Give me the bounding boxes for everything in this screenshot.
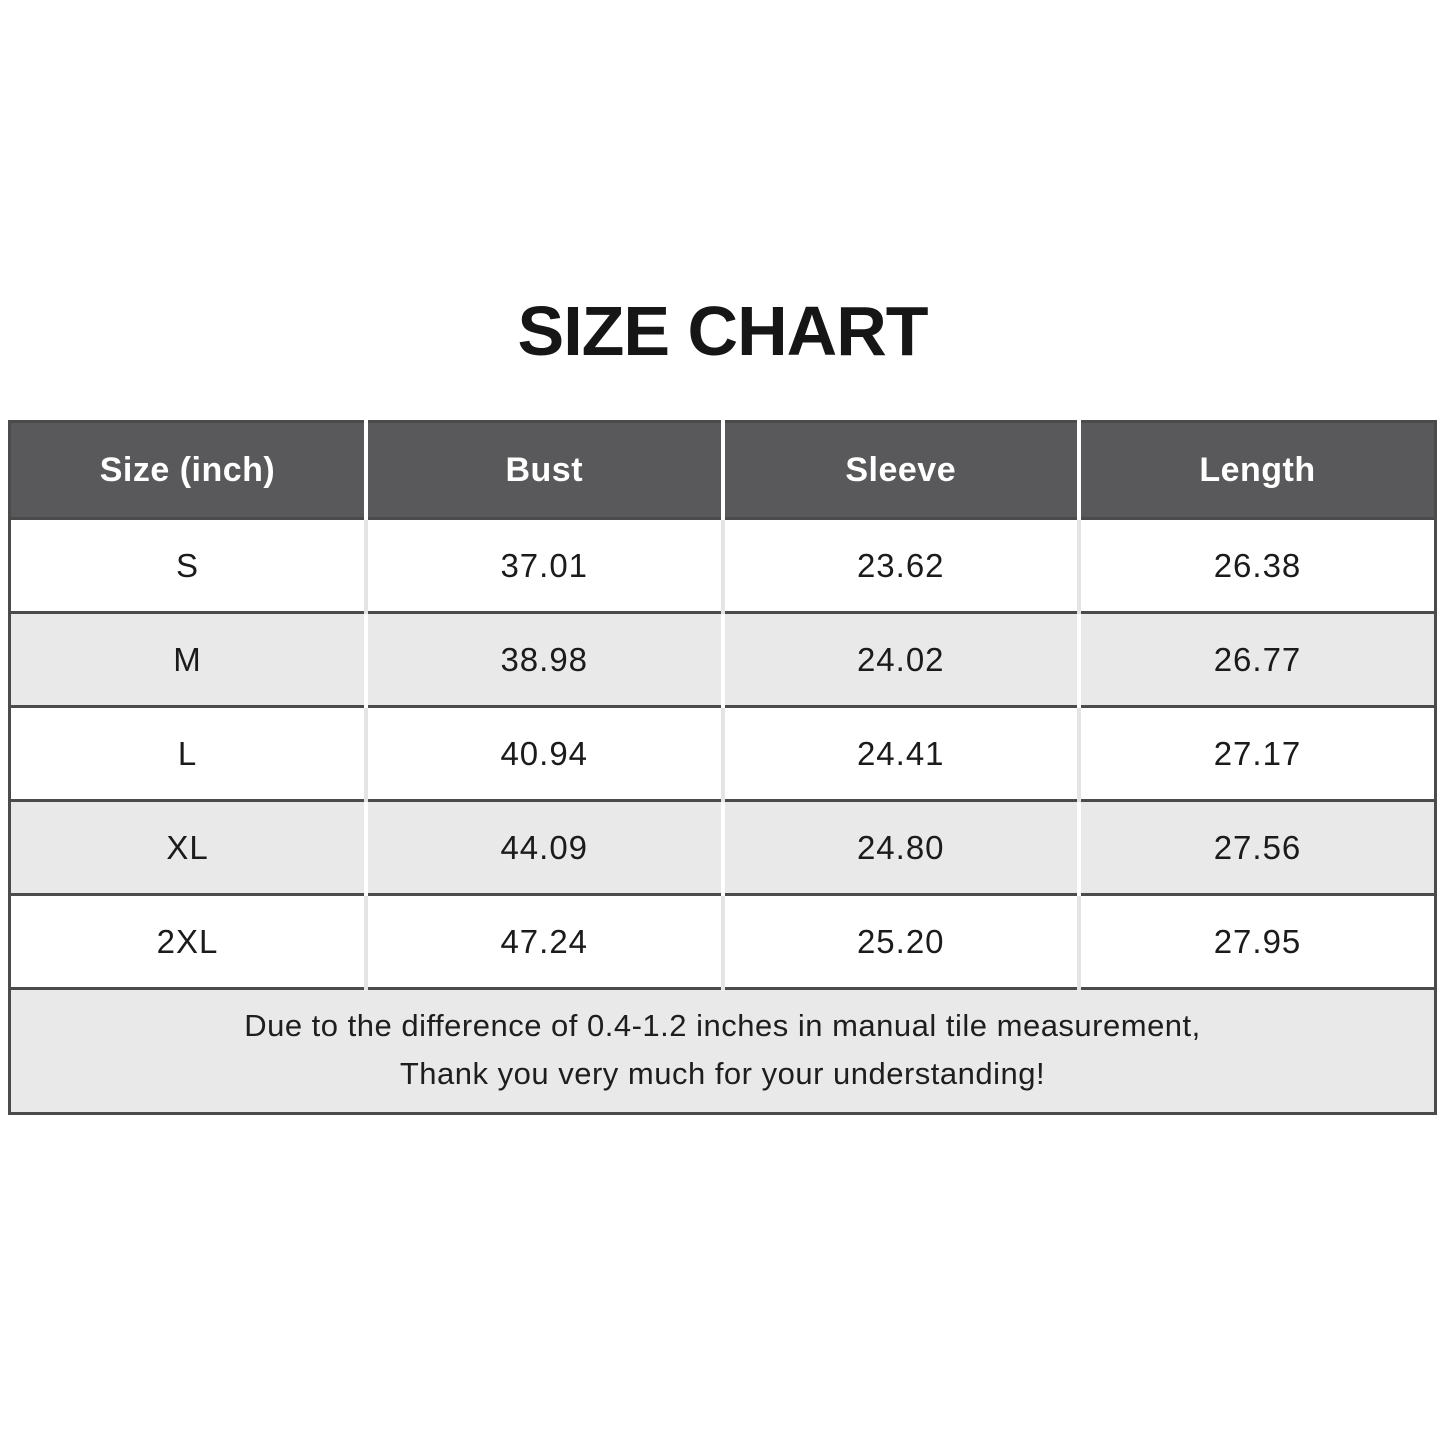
cell-size: 2XL (156, 922, 219, 960)
cell-size: M (173, 640, 202, 678)
cell-bust: 47.24 (366, 895, 723, 989)
table-body (10, 519, 1436, 989)
page-title: SIZE CHART (517, 292, 928, 370)
cell-sleeve: 23.62 (723, 519, 1080, 613)
table-row-l (10, 707, 1436, 801)
cell-size: S (175, 546, 199, 584)
footnote-row (10, 989, 1436, 1114)
size-chart-table (8, 420, 1437, 1115)
cell-sleeve: 24.41 (723, 707, 1080, 801)
cell-sleeve: 25.20 (723, 895, 1080, 989)
column-header-size: Size (inch) (10, 422, 367, 519)
table-row-s (10, 519, 1436, 613)
table-row-m (10, 613, 1436, 707)
cell-bust: 37.01 (366, 519, 723, 613)
table-header (10, 422, 1436, 519)
header-row (10, 422, 1436, 519)
cell-sleeve: 24.02 (723, 613, 1080, 707)
footnote-cell (10, 989, 1436, 1114)
cell-length: 26.77 (1079, 613, 1436, 707)
table-footer (10, 989, 1436, 1114)
column-header-sleeve: Sleeve (723, 422, 1080, 519)
cell-length: 27.95 (1079, 895, 1436, 989)
table-row-xl (10, 801, 1436, 895)
cell-bust: 38.98 (366, 613, 723, 707)
cell-bust: 40.94 (366, 707, 723, 801)
cell-length: 27.17 (1079, 707, 1436, 801)
table-row-2xl (10, 895, 1436, 989)
cell-size: XL (166, 828, 209, 866)
footnote-line-2: Thank you very much for your understanding! (399, 1056, 1046, 1092)
cell-length: 26.38 (1079, 519, 1436, 613)
cell-size: L (177, 734, 198, 772)
cell-length: 27.56 (1079, 801, 1436, 895)
column-header-bust: Bust (366, 422, 723, 519)
cell-bust: 44.09 (366, 801, 723, 895)
footnote-line-1: Due to the difference of 0.4-1.2 inches in manual tile measurement, (244, 1008, 1201, 1043)
cell-sleeve: 24.80 (723, 801, 1080, 895)
column-header-length: Length (1079, 422, 1436, 519)
